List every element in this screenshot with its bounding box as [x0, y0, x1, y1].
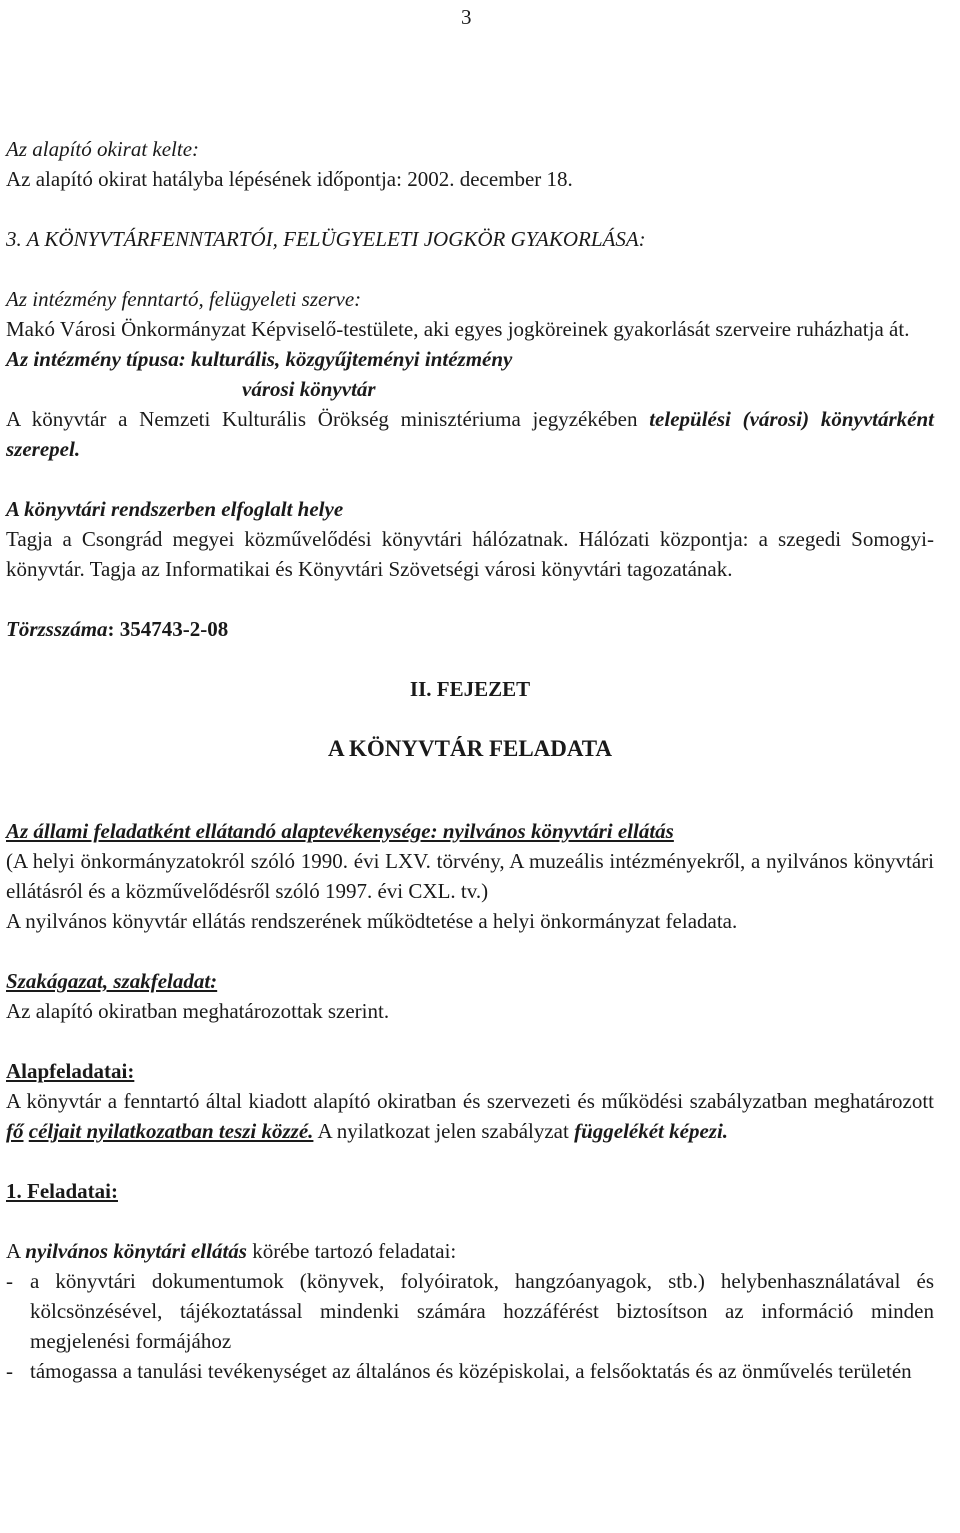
branch-heading: Szakágazat, szakfeladat:: [6, 969, 218, 993]
registration-label: Törzsszáma: [6, 617, 108, 641]
basic-tasks-part-3: A nyilatkozat jelen szabályzat: [313, 1119, 575, 1143]
institution-type-sub: városi könyvtár: [242, 377, 376, 401]
basic-tasks-emph-2: céljait nyilatkozatban teszi közzé.: [28, 1119, 314, 1143]
maintainer-heading: Az intézmény fenntartó, felügyeleti szerve:: [6, 287, 362, 311]
tasks-1-intro-emphasis: nyilvános könytári ellátás: [25, 1239, 247, 1263]
page-number: 3: [461, 5, 472, 29]
registry-plain: A könyvtár a Nemzeti Kulturális Örökség minisztériuma jegyzékében: [6, 407, 650, 431]
tasks-1-intro-post: körébe tartozó feladatai:: [246, 1239, 457, 1263]
basic-tasks-part-1: A könyvtár a fenntartó által kiadott alapító okiratban és szervezeti és működési szabályzatban meghatározott: [6, 1089, 934, 1113]
tasks-1-intro-pre: A: [6, 1239, 26, 1263]
registry-emphasis: települési (városi) könyvtárként szerepel.: [6, 407, 934, 461]
state-task-duty: A nyilvános könyvtár ellátás rendszerének működtetése a helyi önkormányzat feladata.: [6, 909, 738, 933]
section-3-title: 3. A KÖNYVTÁRFENNTARTÓI, FELÜGYELETI JOGKÖR GYAKORLÁSA:: [6, 227, 646, 251]
basic-tasks-emph-1: fő: [6, 1119, 24, 1143]
tasks-1-heading: 1. Feladatai:: [6, 1179, 118, 1203]
maintainer-text: Makó Városi Önkormányzat Képviselő-testülete, aki egyes jogköreinek gyakorlását szerveire ruházhatja át.: [6, 317, 910, 341]
list-item-text: támogassa a tanulási tevékenységet az általános és középiskolai, a felsőoktatás és az önművelés területén: [30, 1359, 912, 1383]
state-task-heading: Az állami feladatként ellátandó alaptevékenysége: nyilvános könyvtári ellátás: [6, 819, 674, 843]
branch-text: Az alapító okiratban meghatározottak szerint.: [6, 999, 390, 1023]
institution-type: Az intézmény típusa: kulturális, közgyűjteményi intézmény: [6, 347, 513, 371]
registration-number: [6, 614, 934, 644]
document-page: [6, 0, 934, 1386]
state-task-law: (A helyi önkormányzatokról szóló 1990. évi LXV. törvény, A muzeális intézményekről, a nyilvános könyvtári ellátásról és a közművelődésről szóló 1997. évi CXL. tv.): [6, 849, 934, 903]
founding-text: Az alapító okirat hatályba lépésének időpontja: 2002. december 18.: [6, 167, 573, 191]
list-dash: -: [6, 1359, 13, 1383]
chapter-title: A KÖNYVTÁR FELADATA: [327, 736, 613, 761]
basic-tasks-heading: Alapfeladatai:: [6, 1059, 135, 1083]
basic-tasks-emph-3: függelékét képezi.: [574, 1119, 729, 1143]
basic-tasks-text: [6, 1086, 934, 1146]
founding-heading: Az alapító okirat kelte:: [6, 137, 200, 161]
list-item-text: a könyvtári dokumentumok (könyvek, folyóiratok, hangzóanyagok, stb.) helybenhasználatával és kölcsönzésével, tájékoztatással mindenki számára hozzáférést biztosítson az információ minden megjelenési formájához: [30, 1269, 934, 1353]
registry-text: [6, 404, 934, 464]
position-text: Tagja a Csongrád megyei közművelődési könyvtári hálózatnak. Hálózati központja: a szegedi Somogyi-könyvtár. Tagja az Informatikai és Könyvtári Szövetségi városi könyvtári tagozatának.: [6, 527, 934, 581]
registration-value: : 354743-2-08: [107, 617, 229, 641]
list-item: [6, 1356, 934, 1386]
position-heading: A könyvtári rendszerben elfoglalt helye: [6, 497, 344, 521]
tasks-1-intro: [6, 1236, 934, 1266]
list-item: [6, 1266, 934, 1356]
list-dash: -: [6, 1269, 13, 1293]
chapter-number: II. FEJEZET: [409, 677, 531, 701]
